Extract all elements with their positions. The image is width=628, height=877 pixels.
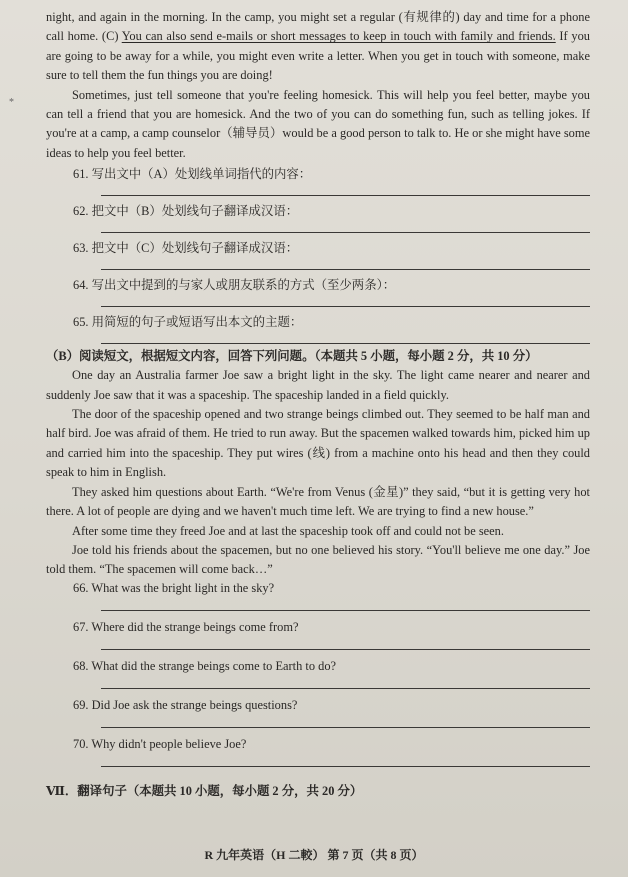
underlined-sentence-c: You can also send e-mails or short messages to keep in touch with family and friends.: [121, 29, 556, 44]
passage-b-paragraph-3: They asked him questions about Earth. “We're from Venus (金星)” they said, “but it is getting very hot there. A lot of people are dying and we haven't much time left. We are trying to find a new house.”: [46, 484, 590, 519]
passage-b-paragraph-1: One day an Australia farmer Joe saw a bright light in the sky. The light came nearer and nearer and suddenly Joe saw that it was a spaceship. The spaceship landed in a field quickly.: [46, 368, 590, 402]
question-68: [46, 658, 590, 689]
questions-a: [46, 166, 590, 344]
question-61: [46, 166, 590, 196]
question-65: [46, 314, 590, 344]
question-number: 70.: [73, 736, 89, 751]
question-number: 65.: [73, 315, 89, 330]
answer-line[interactable]: [101, 727, 590, 728]
answer-line[interactable]: [101, 195, 590, 196]
question-67: [46, 619, 590, 650]
answer-line[interactable]: [101, 343, 590, 344]
question-text: What did the strange beings come to Earth to do?: [91, 658, 337, 673]
question-text: 写出文中（A）处划线单词指代的内容：: [91, 167, 312, 182]
question-text: 用简短的句子或短语写出本文的主题：: [91, 315, 303, 330]
question-64: [46, 277, 590, 307]
margin-mark: *: [9, 97, 14, 108]
question-70: [46, 736, 590, 767]
question-number: 63.: [73, 241, 89, 256]
answer-line[interactable]: [101, 610, 590, 611]
question-number: 66.: [73, 580, 89, 595]
page-footer: R 九年英语（H 二較） 第 7 页（共 8 页）: [204, 848, 424, 862]
question-text: What was the bright light in the sky?: [91, 580, 275, 595]
passage-a-paragraph-1: [46, 8, 590, 86]
passage-a-p1-text-before: night, and again in the morning. In the camp, you might set a regular (有规律的) day and time for a phone call home. (C): [46, 10, 590, 44]
question-66: [46, 580, 590, 611]
question-text: Did Joe ask the strange beings questions?: [91, 697, 298, 712]
section-7-heading: Ⅶ．翻译句子（本题共 10 小题，每小题 2 分，共 20 分）: [46, 783, 363, 798]
answer-line[interactable]: [101, 232, 590, 233]
section-b-heading: （B）阅读短文，根据短文内容，回答下列问题。（本题共 5 小题，每小题 2 分，共 10 分）: [46, 349, 538, 364]
question-text: Where did the strange beings come from?: [91, 619, 299, 634]
answer-line[interactable]: [101, 649, 590, 650]
question-number: 61.: [73, 167, 89, 182]
question-62: [46, 203, 590, 233]
question-text: 写出文中提到的与家人或朋友联系的方式（至少两条）：: [91, 278, 396, 293]
question-63: [46, 240, 590, 270]
passage-b-paragraph-2: The door of the spaceship opened and two strange beings climbed out. They seemed to be half man and half bird. Joe was afraid of them. He tried to run away. But the spacemen walked towards him, picked him up and carried him into the spaceship. They put wires (线) from a machine onto his head and then they could speak to him in English.: [46, 407, 590, 480]
question-number: 64.: [73, 278, 89, 293]
answer-line[interactable]: [101, 688, 590, 689]
question-number: 67.: [73, 619, 89, 634]
question-text: Why didn't people believe Joe?: [91, 736, 247, 751]
question-number: 62.: [73, 204, 89, 219]
question-number: 69.: [73, 697, 89, 712]
passage-a-paragraph-2: Sometimes, just tell someone that you're feeling homesick. This will help you feel better, maybe you can tell a friend that you are homesick. And the two of you can do something fun, such as telling jokes. If you're at a camp, a camp counselor（辅导员）would be a good person to talk to. He or she might have some ideas to help you feel better.: [46, 87, 590, 160]
passage-a-p1-text-after: If you are going to be away for a while, you might even write a letter. When you get in touch with someone, make sure to tell them the fun things you are doing!: [46, 29, 590, 83]
answer-line[interactable]: [101, 306, 590, 307]
question-69: [46, 697, 590, 728]
question-text: 把文中（B）处划线句子翻译成汉语：: [91, 204, 299, 219]
answer-line[interactable]: [101, 269, 590, 270]
answer-line[interactable]: [101, 766, 590, 767]
questions-b: [46, 580, 590, 767]
passage-b-paragraph-4: After some time they freed Joe and at last the spaceship took off and could not be seen.: [72, 523, 504, 538]
question-text: 把文中（C）处划线句子翻译成汉语：: [91, 241, 299, 256]
passage-b-paragraph-5: Joe told his friends about the spacemen, but no one believed his story. “You'll believe me one day.” Joe told them. “The spacemen will come back…”: [46, 542, 590, 577]
question-number: 68.: [73, 658, 89, 673]
